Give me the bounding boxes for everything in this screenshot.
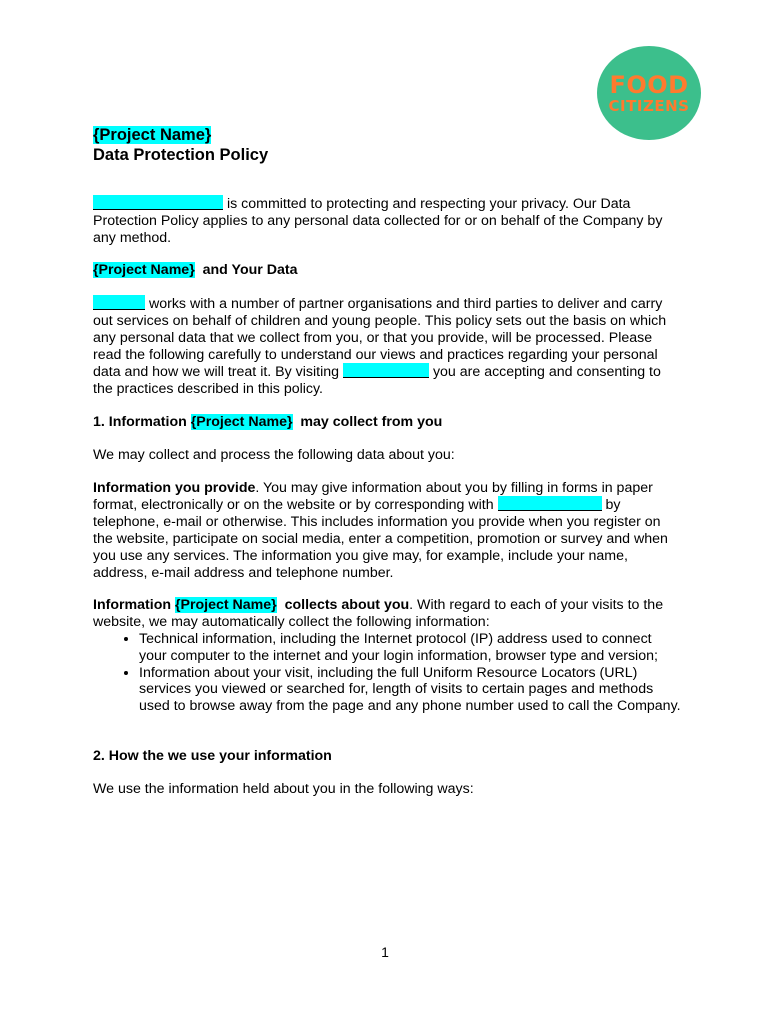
page-number: 1 (381, 944, 389, 960)
blank-field[interactable] (93, 195, 223, 210)
blank-field[interactable] (343, 363, 429, 378)
section-data-heading: {Project Name} and Your Data (93, 262, 298, 279)
section1-heading: 1. Information {Project Name} may collect from you (93, 413, 443, 430)
section2-lead: We use the information held about you in the following ways: (93, 780, 474, 797)
blank-field[interactable] (498, 496, 602, 511)
logo-line2: CITIZENS (608, 96, 690, 115)
document-body (93, 125, 683, 798)
section2-heading: 2. How the we use your information (93, 747, 332, 764)
info-collects-paragraph: Information {Project Name} collects about you. With regard to each of your visits to the website, we may automatically collect the following information: (93, 597, 664, 631)
doc-project-name: {Project Name} (93, 126, 212, 144)
list-item: • Information about your visit, including the full Uniform Resource Locators (URL) services you viewed or searched for, length of visits to certain pages and methods used to browse away from the page and any phone number used to call the Company. (139, 665, 683, 715)
intro-paragraph: is committed to protecting and respecting your privacy. Our Data Protection Policy applies to any personal data collected for or on behalf of the Company by any method. (93, 196, 663, 246)
section-data-paragraph: works with a number of partner organisations and third parties to deliver and carry out services on behalf of children and young people. This policy sets out the basis on which any personal data that we collect from you, or that you provide, will be processed. Please read the following carefully to understand our views and practices regarding your personal data and how we will treat it. By visiting you are accepting and consenting to the practices described in this policy. (93, 296, 667, 398)
doc-title: Data Protection Policy (93, 146, 269, 164)
blank-field[interactable] (93, 295, 145, 310)
collected-info-list (93, 631, 683, 715)
info-provide-paragraph: Information you provide. You may give information about you by filling in forms in paper format, electronically or on the website or by corresponding with by telephone, e-mail or otherwise. This includes information you provide when you register on the website, participate on social media, enter a competition, promotion or survey and when you use any services. The information you give may, for example, include your name, address, e-mail address and telephone number. (93, 479, 668, 581)
list-item: • Technical information, including the Internet protocol (IP) address used to connect your computer to the internet and your login information, browser type and version; (139, 631, 683, 665)
logo-line1: FOOD (609, 70, 689, 99)
section1-lead: We may collect and process the following data about you: (93, 446, 455, 463)
